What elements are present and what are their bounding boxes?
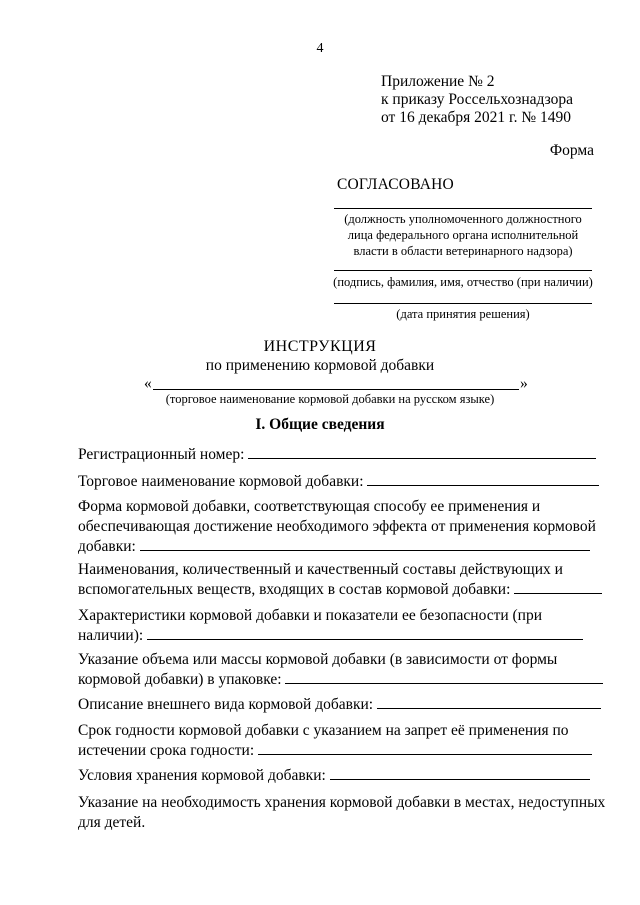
- appendix-line-1: Приложение № 2: [381, 73, 495, 90]
- field-label: добавки:: [78, 538, 136, 555]
- document-subtitle: по применению кормовой добавки: [205, 357, 435, 374]
- position-caption-3: власти в области ветеринарного надзора): [353, 244, 573, 258]
- field-label: Регистрационный номер:: [78, 446, 245, 463]
- fill-line: [377, 696, 601, 709]
- signature-line: [334, 270, 592, 271]
- fill-line: [140, 538, 590, 551]
- fill-line: [147, 627, 583, 640]
- form-label: Форма: [549, 142, 594, 159]
- close-quote: »: [520, 375, 528, 392]
- field-label: кормовой добавки) в упаковке:: [78, 671, 282, 688]
- position-line: [334, 208, 592, 209]
- field-child-safety: [78, 793, 606, 833]
- field-characteristics: [78, 606, 600, 646]
- document-title: ИНСТРУКЦИЯ: [263, 338, 377, 355]
- field-registration-number: [78, 445, 600, 465]
- field-label-line: Указание на необходимость хранения кормовой добавки в местах, недоступных: [78, 794, 606, 811]
- field-label: истечении срока годности:: [78, 742, 255, 759]
- field-label: Описание внешнего вида кормовой добавки:: [78, 696, 374, 713]
- trade-name-line: [153, 389, 519, 390]
- page-number: 4: [316, 41, 324, 56]
- field-label-line: Наименования, количественный и качественный составы действующих и: [78, 561, 563, 578]
- appendix-line-3: от 16 декабря 2021 г. № 1490: [381, 109, 572, 126]
- field-label-line: для детей.: [78, 814, 146, 831]
- fill-line: [248, 446, 596, 459]
- field-label: вспомогательных веществ, входящих в состав кормовой добавки:: [78, 581, 511, 598]
- appendix-line-2: к приказу Россельхознадзора: [381, 91, 574, 108]
- fill-line: [514, 581, 602, 594]
- field-label-line: Указание объема или массы кормовой добавки (в зависимости от формы: [78, 651, 558, 668]
- date-caption: (дата принятия решения): [396, 307, 530, 321]
- field-label: Условия хранения кормовой добавки:: [78, 767, 326, 784]
- approval-heading: СОГЛАСОВАНО: [337, 176, 454, 193]
- position-caption-1: (должность уполномоченного должностного: [344, 212, 582, 226]
- field-label: наличии):: [78, 627, 144, 644]
- field-shelf-life: [78, 721, 600, 761]
- field-composition: [78, 560, 600, 600]
- field-label: Торговое наименование кормовой добавки:: [78, 473, 364, 490]
- field-label-line: Характеристики кормовой добавки и показатели ее безопасности (при: [78, 607, 543, 624]
- fill-line: [330, 767, 590, 780]
- signature-caption: (подпись, фамилия, имя, отчество (при наличии): [333, 275, 593, 289]
- fill-line: [367, 473, 599, 486]
- trade-name-caption: (торговое наименование кормовой добавки на русском языке): [165, 392, 495, 406]
- field-form: [78, 497, 600, 557]
- field-storage: [78, 766, 600, 786]
- field-label-line: Форма кормовой добавки, соответствующая способу ее применения и: [78, 498, 541, 515]
- section-heading: I. Общие сведения: [255, 416, 385, 433]
- field-label-line: обеспечивающая достижение необходимого эффекта от применения кормовой: [78, 518, 596, 535]
- position-caption-2: лица федерального органа исполнительной: [347, 228, 579, 242]
- fill-line: [258, 742, 592, 755]
- field-appearance: [78, 695, 600, 715]
- open-quote: «: [144, 375, 152, 392]
- date-line: [334, 303, 592, 304]
- fill-line: [285, 671, 603, 684]
- field-trade-name: [78, 472, 600, 492]
- field-volume: [78, 650, 600, 690]
- field-label-line: Срок годности кормовой добавки с указанием на запрет её применения по: [78, 722, 569, 739]
